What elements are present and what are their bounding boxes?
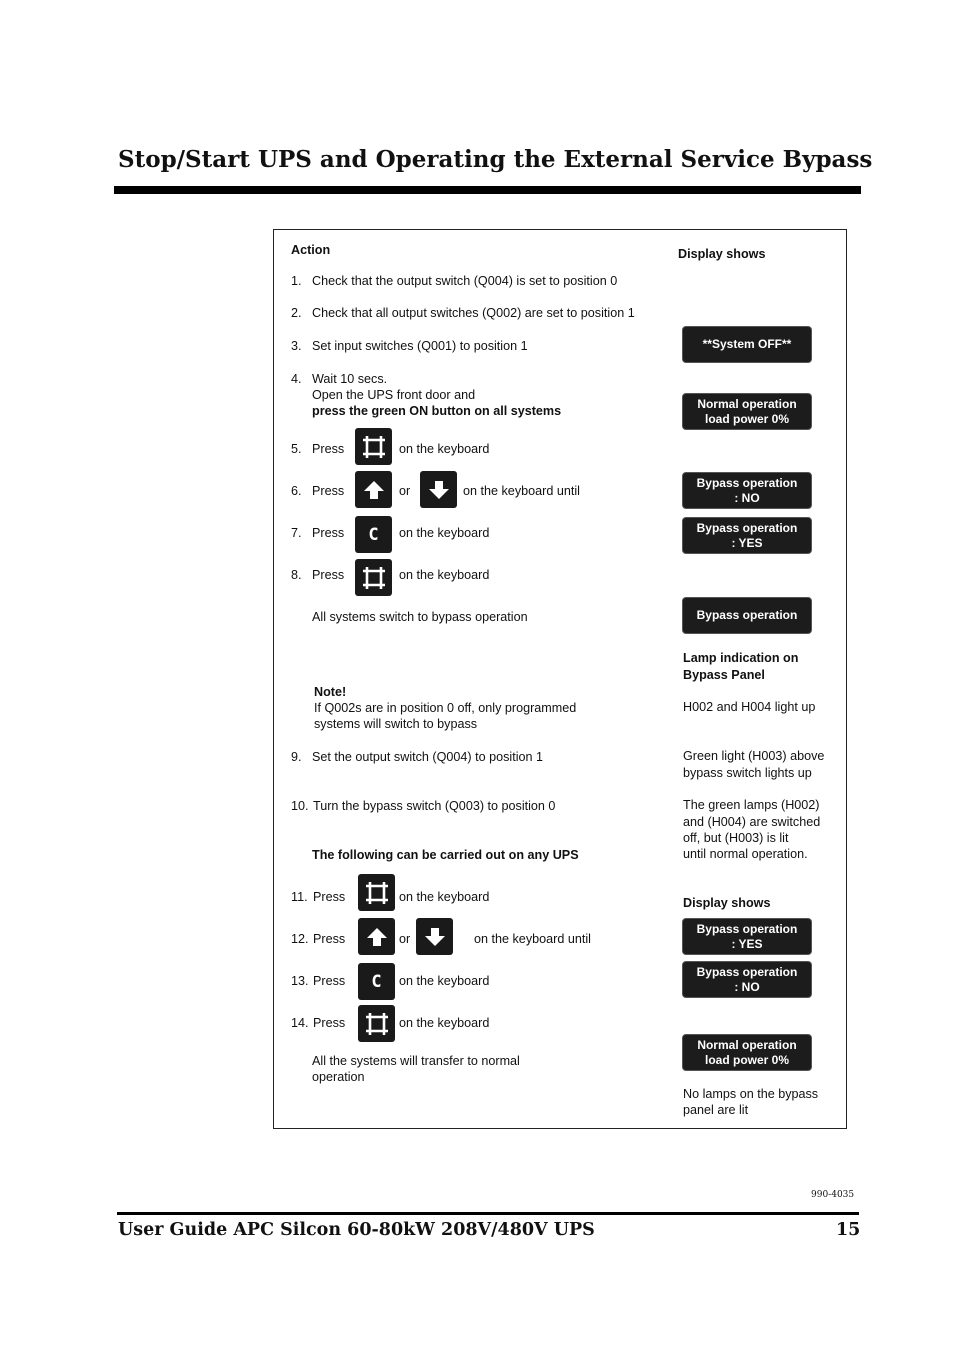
action-header: Action bbox=[291, 243, 331, 257]
display-bypass-no bbox=[682, 961, 812, 998]
arrow-up-key-icon bbox=[355, 471, 392, 508]
display-line: Bypass operation bbox=[696, 608, 798, 622]
step-12-press: Press bbox=[313, 932, 346, 946]
step-9-number: 9. bbox=[291, 750, 302, 764]
arrow-down-key-icon bbox=[420, 471, 457, 508]
display-line: Bypass operation bbox=[696, 964, 798, 979]
lamp-text-3-line2: and (H004) are switched bbox=[683, 815, 821, 829]
display-normal-operation bbox=[682, 1034, 812, 1071]
clear-key-label: C bbox=[368, 524, 379, 545]
arrow-down-key-icon bbox=[416, 918, 453, 955]
note-line1: If Q002s are in position 0 off, only programmed bbox=[314, 701, 577, 715]
step-14-after: on the keyboard bbox=[399, 1016, 490, 1030]
step-12-number: 12. bbox=[291, 932, 309, 946]
step-13-press: Press bbox=[313, 974, 346, 988]
display-bypass-yes bbox=[682, 918, 812, 955]
step-8-after: on the keyboard bbox=[399, 568, 490, 582]
display-line: : YES bbox=[731, 535, 763, 550]
footer-title: User Guide APC Silcon 60-80kW 208V/480V UPS bbox=[118, 1220, 595, 1240]
display-system-off bbox=[682, 326, 812, 363]
lamp-text-2-line1: Green light (H003) above bbox=[683, 749, 825, 763]
document-number: 990-4035 bbox=[811, 1190, 855, 1200]
step-10-number: 10. bbox=[291, 799, 309, 813]
step-5-press: Press bbox=[312, 442, 345, 456]
enter-key-icon bbox=[358, 1005, 395, 1042]
display-line: : NO bbox=[734, 979, 760, 994]
step-12-or: or bbox=[399, 932, 411, 946]
display-normal-operation bbox=[682, 393, 812, 430]
step-11-number: 11. bbox=[291, 890, 308, 904]
step-6-press: Press bbox=[312, 484, 345, 498]
step-2-text: Check that all output switches (Q002) are set to position 1 bbox=[312, 306, 635, 320]
display-line: : YES bbox=[731, 936, 763, 951]
step-5-number: 5. bbox=[291, 442, 302, 456]
display-line: : NO bbox=[734, 490, 760, 505]
enter-key-icon bbox=[355, 428, 392, 465]
display-bypass-operation bbox=[682, 597, 812, 634]
display-line: load power 0% bbox=[704, 1052, 790, 1067]
step-4-line2: Open the UPS front door and bbox=[312, 388, 476, 402]
display-bypass-yes bbox=[682, 517, 812, 554]
step-6-after: on the keyboard until bbox=[463, 484, 580, 498]
step-7-after: on the keyboard bbox=[399, 526, 490, 540]
all-normal-line1: All the systems will transfer to normal bbox=[312, 1054, 520, 1068]
lamp-text-4-line2: panel are lit bbox=[683, 1103, 749, 1117]
step-7-number: 7. bbox=[291, 526, 302, 540]
clear-key-label: C bbox=[371, 971, 382, 992]
page-number: 15 bbox=[836, 1220, 861, 1240]
note-line2: systems will switch to bypass bbox=[314, 717, 478, 731]
step-7-press: Press bbox=[312, 526, 345, 540]
step-13-number: 13. bbox=[291, 974, 309, 988]
step-8-press: Press bbox=[312, 568, 345, 582]
lamp-text-3-line4: until normal operation. bbox=[683, 847, 808, 861]
step-6-or: or bbox=[399, 484, 411, 498]
note-heading: Note! bbox=[314, 685, 347, 699]
arrow-up-key-icon bbox=[358, 918, 395, 955]
enter-key-icon bbox=[355, 559, 392, 596]
step-4-line3: press the green ON button on all systems bbox=[312, 404, 562, 418]
lamp-text-3-line3: off, but (H003) is lit bbox=[683, 831, 789, 845]
step-4-line1: Wait 10 secs. bbox=[312, 372, 388, 386]
step-14-press: Press bbox=[313, 1016, 346, 1030]
step-11-after: on the keyboard bbox=[399, 890, 490, 904]
step-2-number: 2. bbox=[291, 306, 302, 320]
step-1-text: Check that the output switch (Q004) is set to position 0 bbox=[312, 274, 618, 288]
step-8-number: 8. bbox=[291, 568, 302, 582]
enter-key-icon bbox=[358, 874, 395, 911]
step-12-after: on the keyboard until bbox=[474, 932, 591, 946]
following-note: The following can be carried out on any UPS bbox=[312, 848, 579, 862]
step-5-after: on the keyboard bbox=[399, 442, 490, 456]
display-line: Bypass operation bbox=[696, 475, 798, 490]
all-normal-line2: operation bbox=[312, 1070, 365, 1084]
step-14-number: 14. bbox=[291, 1016, 309, 1030]
footer-rule bbox=[117, 1212, 859, 1215]
step-10-text: Turn the bypass switch (Q003) to position 0 bbox=[313, 799, 556, 813]
step-3-text: Set input switches (Q001) to position 1 bbox=[312, 339, 528, 353]
clear-key-icon bbox=[358, 963, 395, 1000]
display-line: load power 0% bbox=[704, 411, 790, 426]
display-line: Bypass operation bbox=[696, 921, 798, 936]
all-bypass-text: All systems switch to bypass operation bbox=[312, 610, 528, 624]
lamp-text-1: H002 and H004 light up bbox=[683, 700, 816, 714]
step-6-number: 6. bbox=[291, 484, 302, 498]
step-13-after: on the keyboard bbox=[399, 974, 490, 988]
lamp-text-2-line2: bypass switch lights up bbox=[683, 766, 812, 780]
display-line: Normal operation bbox=[697, 396, 797, 411]
lamp-indication-header-line1: Lamp indication on bbox=[683, 651, 799, 665]
lamp-text-3-line1: The green lamps (H002) bbox=[683, 798, 820, 812]
display-line: Bypass operation bbox=[696, 520, 798, 535]
step-4-number: 4. bbox=[291, 372, 302, 386]
display-bypass-no bbox=[682, 472, 812, 509]
display-line: **System OFF** bbox=[702, 337, 792, 351]
display-shows-header: Display shows bbox=[678, 247, 766, 261]
display-shows-header-2: Display shows bbox=[683, 896, 771, 910]
title-rule bbox=[114, 186, 861, 194]
step-3-number: 3. bbox=[291, 339, 302, 353]
step-9-text: Set the output switch (Q004) to position 1 bbox=[312, 750, 544, 764]
step-1-number: 1. bbox=[291, 274, 302, 288]
lamp-text-4-line1: No lamps on the bypass bbox=[683, 1087, 819, 1101]
display-line: Normal operation bbox=[697, 1037, 797, 1052]
page-title: Stop/Start UPS and Operating the External Service Bypass bbox=[118, 146, 873, 173]
clear-key-icon bbox=[355, 516, 392, 553]
step-11-press: Press bbox=[313, 890, 346, 904]
lamp-indication-header-line2: Bypass Panel bbox=[683, 668, 765, 682]
